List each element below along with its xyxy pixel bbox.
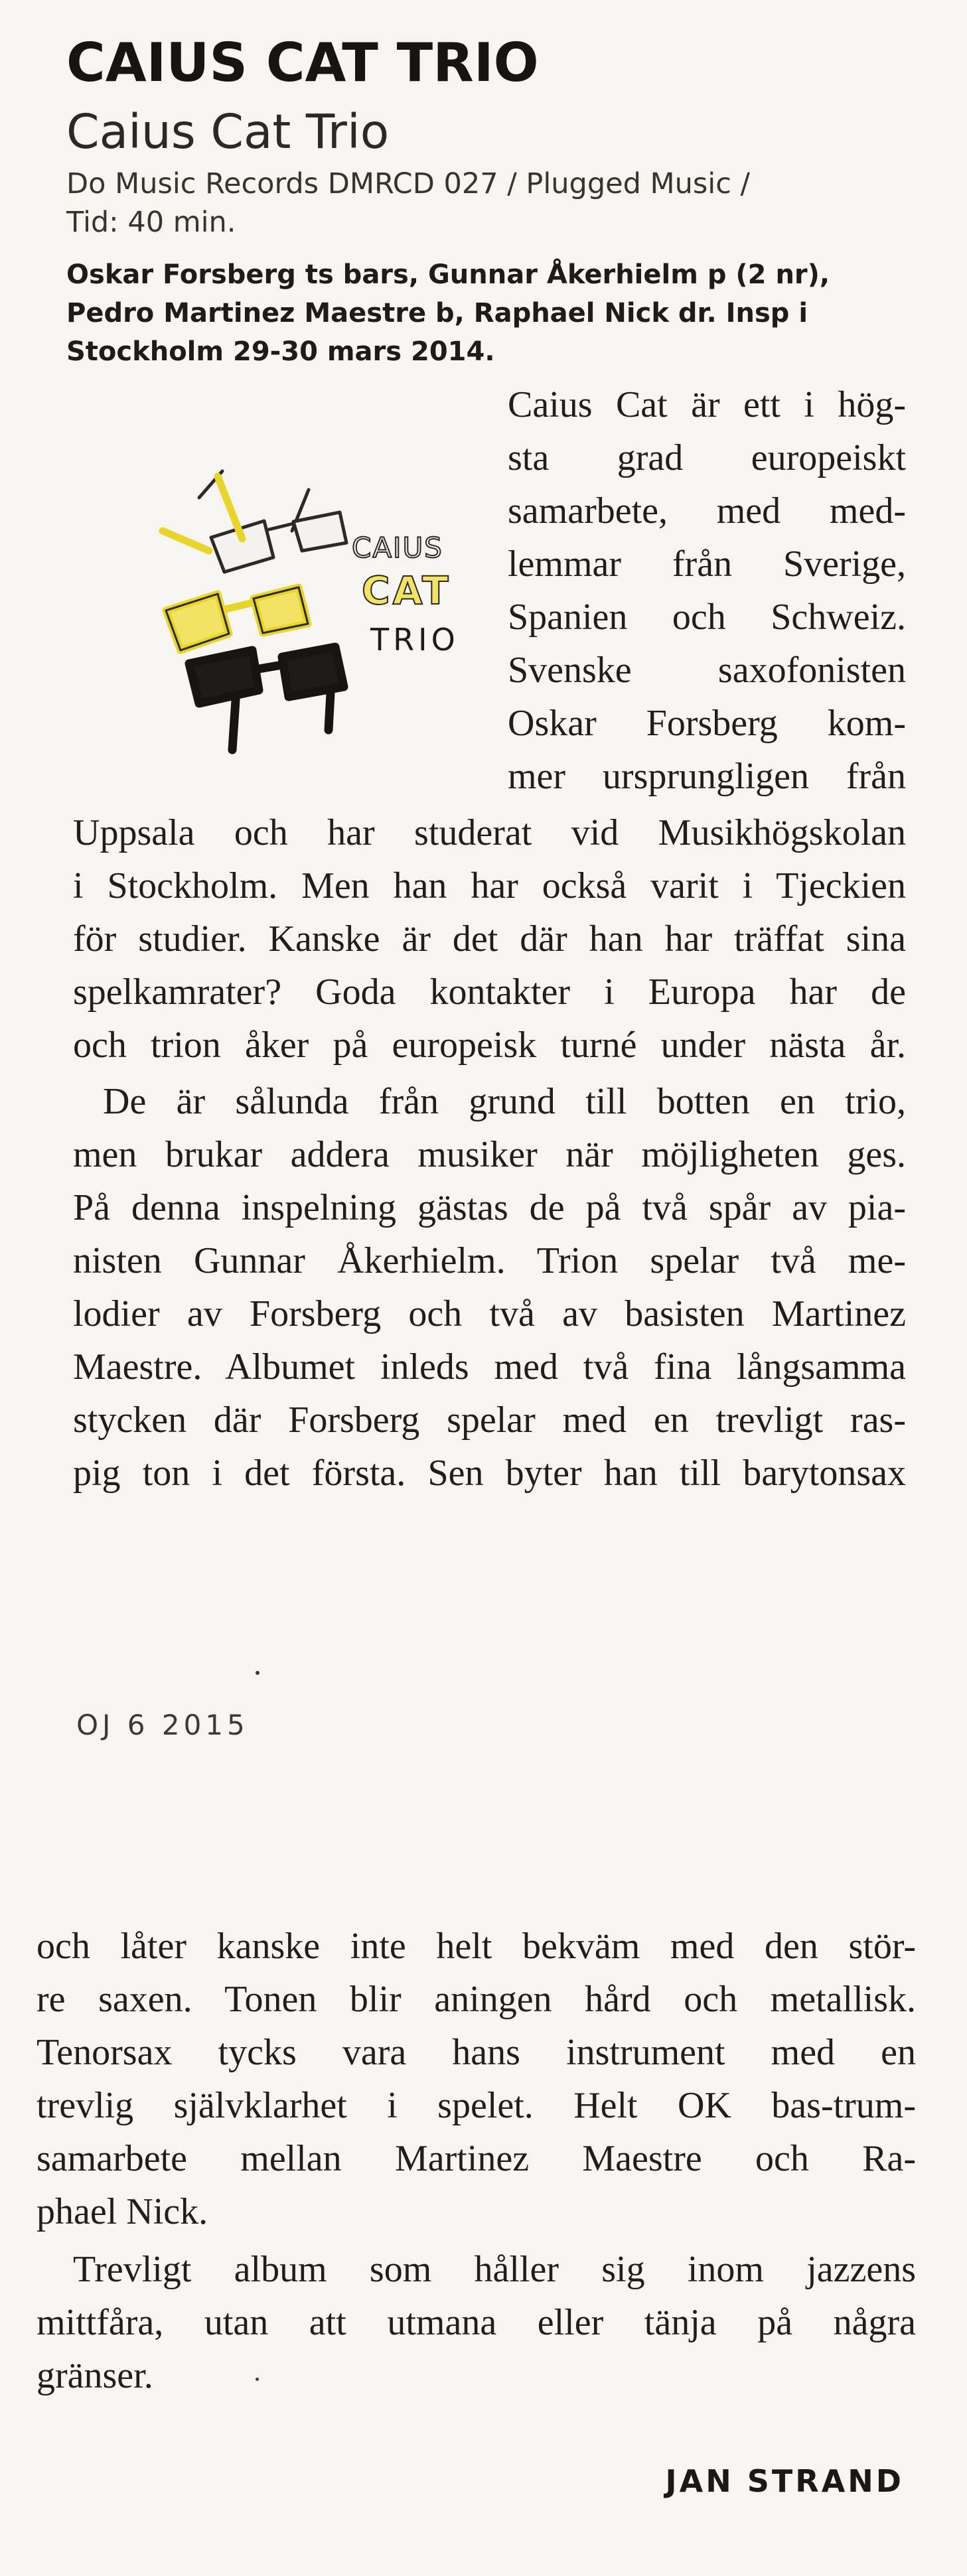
paragraph-line: men brukar addera musiker när möjligheten ges. [73, 1134, 906, 1175]
paragraph-line: gränser. [37, 2355, 153, 2396]
paragraph-line: och låter kanske inte helt bekväm med den stör- [37, 1926, 916, 1967]
paragraph-line: På denna inspelning gästas de på två spår av pia- [73, 1187, 906, 1228]
paragraph-line: och trion åker på europeisk turné under nästa år. [73, 1025, 906, 1066]
album-logo [100, 458, 498, 770]
paragraph-line: Uppsala och har studerat vid Musikhögskolan [73, 812, 906, 853]
paragraph-line: Spanien och Schweiz. [508, 597, 906, 638]
paragraph-line: samarbete, med med- [508, 490, 906, 532]
paragraph-line: sta grad europeiskt [508, 437, 906, 478]
speck [256, 2378, 259, 2381]
paragraph-line: mittfåra, utan att utmana eller tänja på några [37, 2302, 916, 2343]
paragraph-line: re saxen. Tonen blir aningen hård och metallisk. [37, 1979, 916, 2020]
logo-word-trio: TRIO [370, 622, 459, 658]
release-info [66, 165, 923, 242]
paragraph-line: samarbete mellan Martinez Maestre och Ra- [37, 2138, 916, 2179]
paragraph-line: Tenorsax tycks vara hans instrument med en [37, 2032, 916, 2073]
paragraph-line: lodier av Forsberg och två av basisten Martinez [73, 1293, 906, 1334]
paragraph-line: Trevligt album som håller sig inom jazzens [73, 2249, 916, 2290]
paragraph-line: Oskar Forsberg kom- [508, 703, 906, 744]
credits-line: Oskar Forsberg ts bars, Gunnar Åkerhielm p (2 nr), [66, 259, 830, 290]
paragraph-line: lemmar från Sverige, [508, 543, 906, 585]
credits [66, 255, 929, 371]
paragraph-line: trevlig självklarhet i spelet. Helt OK bas-trum- [37, 2085, 916, 2126]
credits-line: Pedro Martinez Maestre b, Raphael Nick dr. Insp i [66, 298, 808, 328]
paragraph-line: nisten Gunnar Åkerhielm. Trion spelar två me- [73, 1240, 906, 1281]
glasses-icon [163, 471, 346, 750]
speck [256, 1671, 260, 1675]
logo-word-caius: CAIUS [352, 532, 443, 564]
paragraph-line: stycken där Forsberg spelar med en trevligt ras- [73, 1399, 906, 1441]
paragraph-line: spelkamrater? Goda kontakter i Europa har de [73, 971, 906, 1013]
paragraph-line: Caius Cat är ett i hög- [508, 384, 906, 425]
album-title: Caius Cat Trio [66, 104, 390, 159]
credits-line: Stockholm 29-30 mars 2014. [66, 336, 495, 367]
logo-word-cat: CAT [362, 568, 451, 613]
paragraph-line: Svenske saxofonisten [508, 650, 906, 691]
author-signature: JAN STRAND [665, 2463, 904, 2499]
paragraph-line: i Stockholm. Men han har också varit i Tjeckien [73, 865, 906, 906]
review-title: CAIUS CAT TRIO [66, 32, 539, 94]
paragraph-line: mer ursprungligen från [508, 756, 906, 797]
label-line: Do Music Records DMRCD 027 / Plugged Music / [66, 167, 751, 200]
paragraph-line: Maestre. Albumet inleds med två fina långsamma [73, 1346, 906, 1388]
duration-line: Tid: 40 min. [66, 206, 236, 239]
issue-label: OJ 6 2015 [76, 1709, 249, 1741]
paragraph-line: för studier. Kanske är det där han har träffat sina [73, 918, 906, 960]
paragraph-line: pig ton i det första. Sen byter han till barytonsax [73, 1453, 906, 1494]
paragraph-line: De är sålunda från grund till botten en trio, [103, 1081, 906, 1122]
paragraph-line: phael Nick. [37, 2191, 208, 2232]
